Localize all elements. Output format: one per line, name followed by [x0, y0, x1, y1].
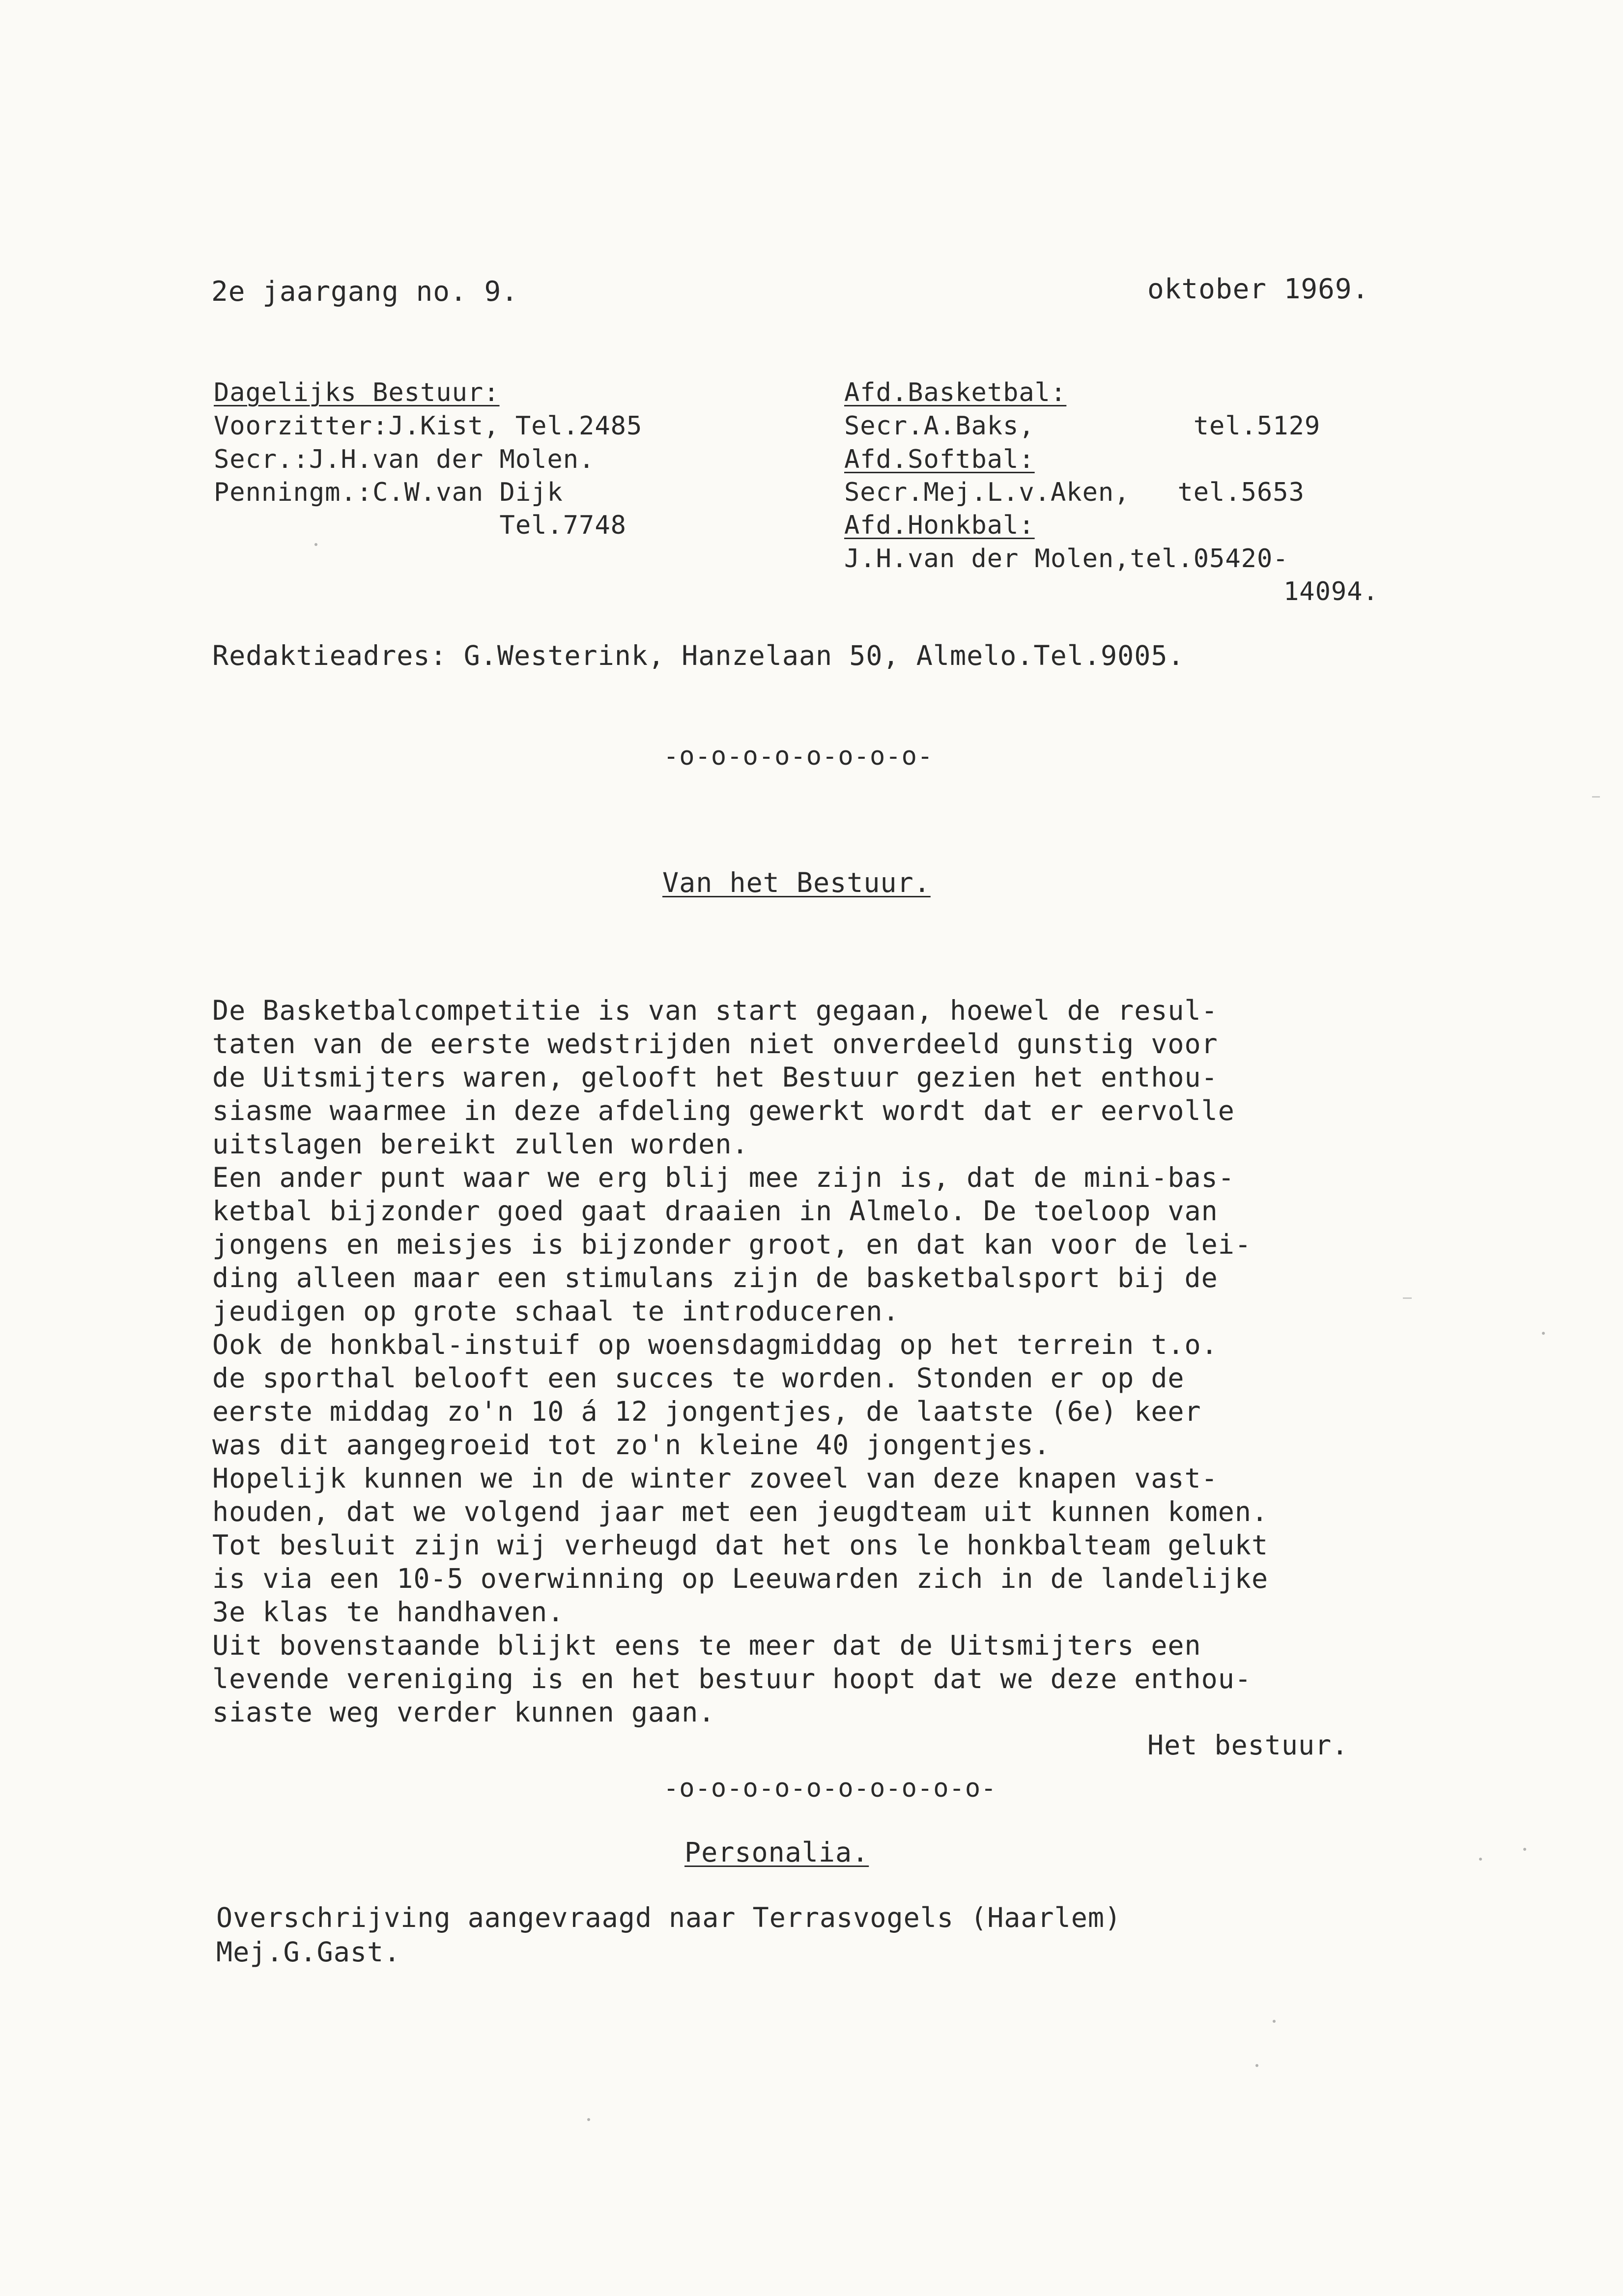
paragraph-line: uitslagen bereikt zullen worden.	[212, 1128, 749, 1160]
board-line-secretary: Secr.:J.H.van der Molen.	[214, 445, 595, 474]
baseball-dept-line-continued: 14094.	[1283, 577, 1379, 606]
scan-speck	[1273, 2020, 1276, 2023]
scan-speck	[314, 543, 317, 546]
scan-mark	[1403, 1297, 1412, 1299]
scan-speck	[1255, 2064, 1258, 2067]
baseball-dept-title: Afd.Honkbal:	[844, 511, 1035, 540]
paragraph-line: taten van de eerste wedstrijden niet onverdeeld gunstig voor	[212, 1028, 1218, 1060]
scan-speck	[1479, 1858, 1482, 1861]
paragraph-line: ding alleen maar een stimulans zijn de basketbalsport bij de	[212, 1262, 1218, 1293]
scan-speck	[1523, 1848, 1526, 1851]
paragraph-line: jongens en meisjes is bijzonder groot, en dat kan voor de lei-	[212, 1229, 1252, 1260]
paragraph-line: was dit aangegroeid tot zo'n kleine 40 jongentjes.	[212, 1429, 1051, 1461]
paragraph-line: Een ander punt waar we erg blij mee zijn is, dat de mini-bas-	[212, 1162, 1235, 1193]
editorial-address: Redaktieadres: G.Westerink, Hanzelaan 50, Almelo.Tel.9005.	[212, 640, 1185, 671]
paragraph-line: de Uitsmijters waren, gelooft het Bestuur gezien het enthou-	[212, 1062, 1218, 1093]
paragraph-line: siasme waarmee in deze afdeling gewerkt wordt dat er eervolle	[212, 1095, 1235, 1126]
separator-2: -o-o-o-o-o-o-o-o-o-o-	[663, 1774, 997, 1803]
section-title-personalia: Personalia.	[684, 1837, 869, 1868]
paragraph-line: levende vereniging is en het bestuur hoopt dat we deze enthou-	[212, 1663, 1252, 1694]
board-message-paragraph	[212, 994, 1490, 1741]
paragraph-line: houden, dat we volgend jaar met een jeugdteam uit kunnen komen.	[212, 1496, 1269, 1527]
signature: Het bestuur.	[1147, 1729, 1349, 1761]
softball-dept-line: Secr.Mej.L.v.Aken, tel.5653	[844, 478, 1305, 507]
paragraph-line: eerste middag zo'n 10 á 12 jongentjes, de laatste (6e) keer	[212, 1396, 1201, 1427]
paragraph-line: De Basketbalcompetitie is van start gegaan, hoewel de resul-	[212, 995, 1218, 1026]
basketball-dept-title: Afd.Basketbal:	[844, 378, 1067, 407]
board-line-chairman: Voorzitter:J.Kist, Tel.2485	[214, 411, 643, 441]
scan-mark	[1592, 796, 1600, 798]
baseball-dept-line: J.H.van der Molen,tel.05420-	[844, 544, 1289, 574]
personalia-line: Overschrijving aangevraagd naar Terrasvogels (Haarlem)	[216, 1902, 1122, 1933]
personalia-line: Mej.G.Gast.	[216, 1936, 401, 1968]
paragraph-line: siaste weg verder kunnen gaan.	[212, 1696, 715, 1728]
board-line-treasurer: Penningm.:C.W.van Dijk	[214, 478, 563, 507]
paragraph-line: Uit bovenstaande blijkt eens te meer dat de Uitsmijters een	[212, 1630, 1201, 1661]
paragraph-line: jeudigen op grote schaal te introduceren.	[212, 1295, 900, 1327]
scan-speck	[1542, 1332, 1545, 1335]
board-title: Dagelijks Bestuur:	[214, 378, 500, 407]
scan-speck	[587, 2118, 590, 2121]
softball-dept-title: Afd.Softbal:	[844, 445, 1035, 474]
board-line-treasurer-tel: Tel.7748	[214, 511, 626, 540]
paragraph-line: Tot besluit zijn wij verheugd dat het ons le honkbalteam gelukt	[212, 1529, 1269, 1561]
section-title-board: Van het Bestuur.	[662, 867, 931, 898]
separator-1: -o-o-o-o-o-o-o-o-	[663, 742, 934, 771]
paragraph-line: Hopelijk kunnen we in de winter zoveel van deze knapen vast-	[212, 1463, 1218, 1494]
paragraph-line: is via een 10-5 overwinning op Leeuwarden zich in de landelijke	[212, 1563, 1269, 1594]
paragraph-line: Ook de honkbal-instuif op woensdagmiddag op het terrein t.o.	[212, 1329, 1218, 1360]
paragraph-line: de sporthal belooft een succes te worden. Stonden er op de	[212, 1362, 1185, 1394]
paragraph-line: 3e klas te handhaven.	[212, 1596, 565, 1628]
basketball-dept-line: Secr.A.Baks, tel.5129	[844, 411, 1321, 441]
paragraph-line: ketbal bijzonder goed gaat draaien in Almelo. De toeloop van	[212, 1195, 1218, 1227]
issue-date: oktober 1969.	[1147, 273, 1369, 305]
issue-number: 2e jaargang no. 9.	[211, 276, 518, 308]
